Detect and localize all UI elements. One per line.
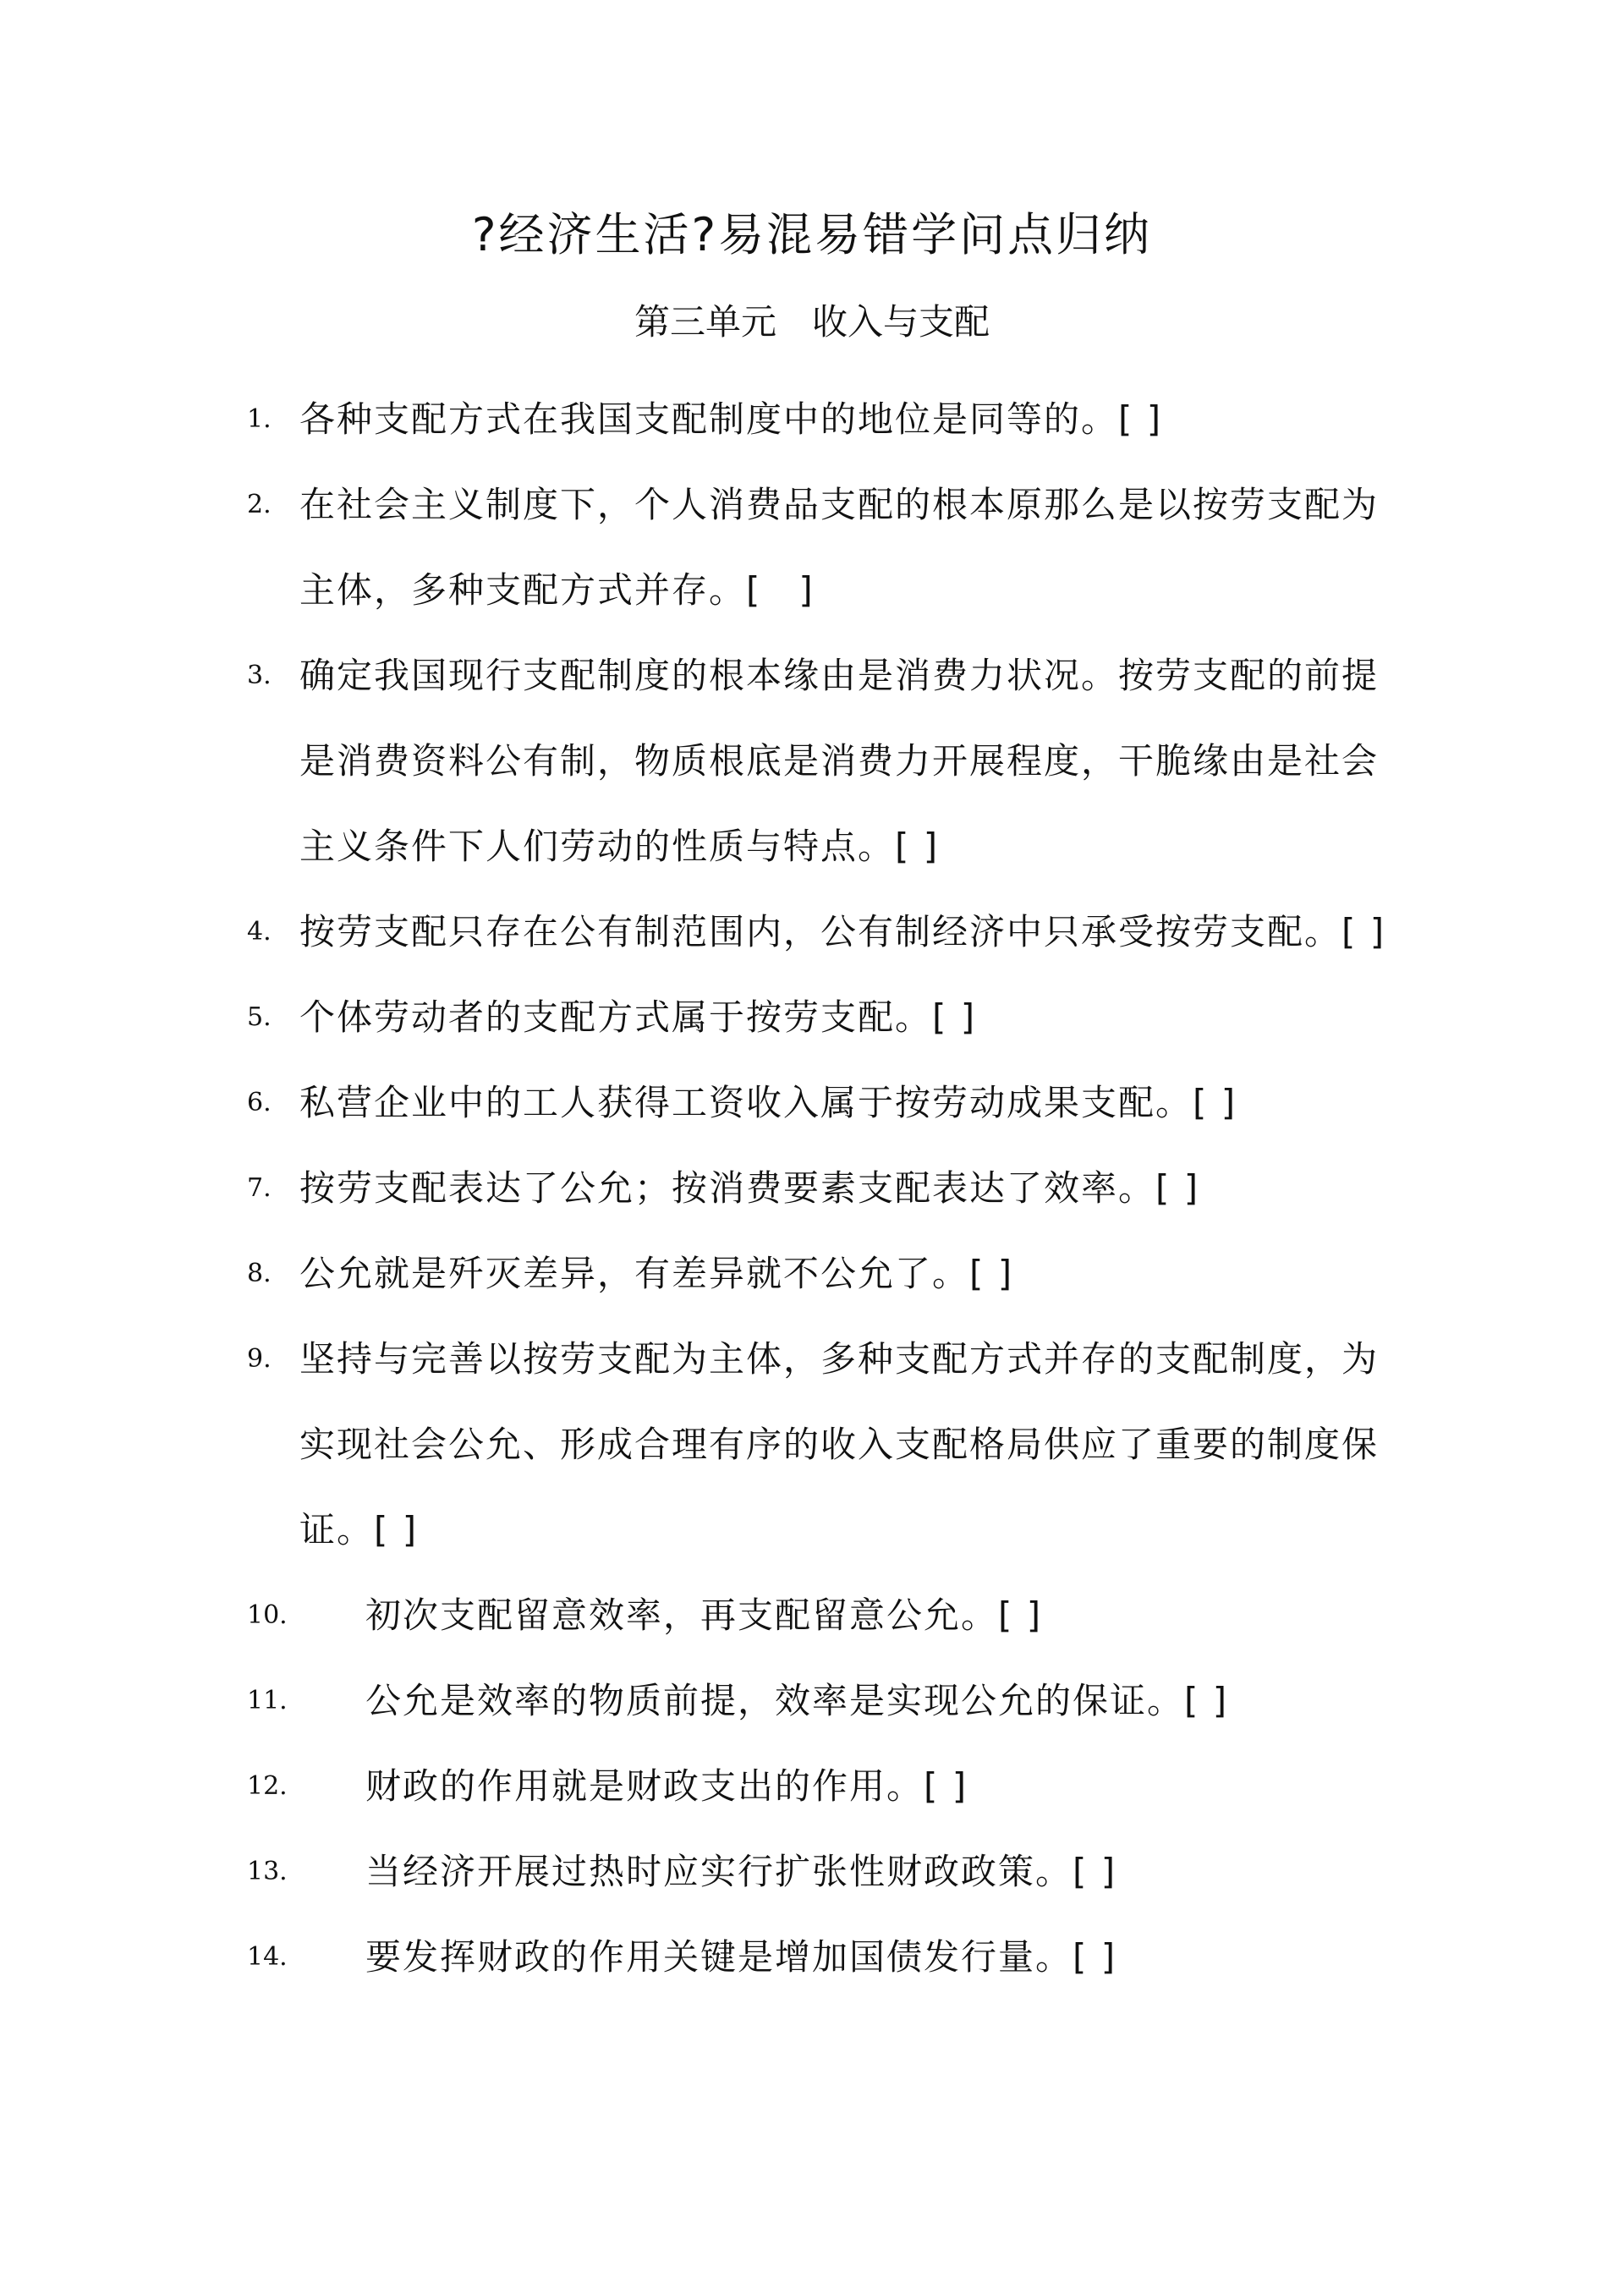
question-item bbox=[0, 376, 1624, 462]
question-number: 7. bbox=[247, 1173, 272, 1203]
question-text: 私营企业中的工人获得工资收入属于按劳动成果支配。[ ] bbox=[299, 1082, 1237, 1123]
question-item bbox=[0, 1743, 1624, 1829]
question-number: 10. bbox=[247, 1600, 288, 1630]
question-number: 8. bbox=[247, 1259, 272, 1288]
question-item bbox=[0, 1231, 1624, 1316]
question-text: 按劳支配表达了公允；按消费要素支配表达了效率。[ ] bbox=[299, 1167, 1200, 1209]
question-item bbox=[0, 889, 1624, 974]
question-number: 5. bbox=[247, 1002, 272, 1032]
question-item bbox=[0, 1658, 1624, 1743]
question-item bbox=[0, 1829, 1624, 1914]
question-text: 在社会主义制度下，个人消费品支配的根本原那么是以按劳支配为主体，多种支配方式并存。[ ] bbox=[299, 484, 1380, 611]
question-text: 当经济开展过热时应实行扩张性财政政策。[ ] bbox=[365, 1851, 1117, 1892]
question-item bbox=[0, 1316, 1624, 1572]
question-text: 财政的作用就是财政支出的作用。[ ] bbox=[365, 1765, 968, 1807]
question-number: 4. bbox=[247, 917, 272, 947]
question-number: 12. bbox=[247, 1771, 288, 1801]
question-number: 3. bbox=[247, 661, 272, 690]
question-item bbox=[0, 974, 1624, 1060]
question-text: 个体劳动者的支配方式属于按劳支配。[ ] bbox=[299, 996, 977, 1038]
question-item bbox=[0, 633, 1624, 889]
question-item bbox=[0, 1060, 1624, 1145]
question-number: 6. bbox=[247, 1088, 272, 1117]
question-number: 11. bbox=[247, 1686, 288, 1715]
question-list bbox=[0, 376, 1624, 2000]
question-item bbox=[0, 1572, 1624, 1658]
question-text: 要发挥财政的作用关键是增加国债发行量。[ ] bbox=[365, 1936, 1117, 1978]
question-text: 确定我国现行支配制度的根本缘由是消费力状况。按劳支配的前提是消费资料公有制，物质根底是消费力开展程度，干脆缘由是社会主义条件下人们劳动的性质与特点。[ ] bbox=[299, 655, 1380, 867]
question-text: 各种支配方式在我国支配制度中的地位是同等的。[ ] bbox=[299, 398, 1163, 440]
question-number: 9. bbox=[247, 1344, 272, 1374]
unit-subtitle: 第三单元 收入与支配 bbox=[634, 301, 990, 343]
question-item bbox=[0, 462, 1624, 633]
question-number: 13. bbox=[247, 1857, 288, 1886]
question-item bbox=[0, 1145, 1624, 1231]
question-text: 公允就是歼灭差异，有差异就不公允了。[ ] bbox=[299, 1253, 1014, 1294]
question-text: 坚持与完善以按劳支配为主体，多种支配方式并存的支配制度，为实现社会公允、形成合理有序的收入支配格局供应了重要的制度保证。[ ] bbox=[299, 1338, 1380, 1550]
question-text: 公允是效率的物质前提，效率是实现公允的保证。[ ] bbox=[365, 1680, 1229, 1721]
question-number: 2. bbox=[247, 490, 272, 519]
question-number: 1. bbox=[247, 404, 272, 434]
question-number: 14. bbox=[247, 1942, 288, 1972]
question-text: 按劳支配只存在公有制范围内，公有制经济中只承受按劳支配。[ ] bbox=[299, 911, 1386, 952]
question-text: 初次支配留意效率，再支配留意公允。[ ] bbox=[365, 1594, 1043, 1636]
question-item bbox=[0, 1914, 1624, 2000]
document-title: ?经济生活?易混易错学问点归纳 bbox=[471, 208, 1153, 261]
